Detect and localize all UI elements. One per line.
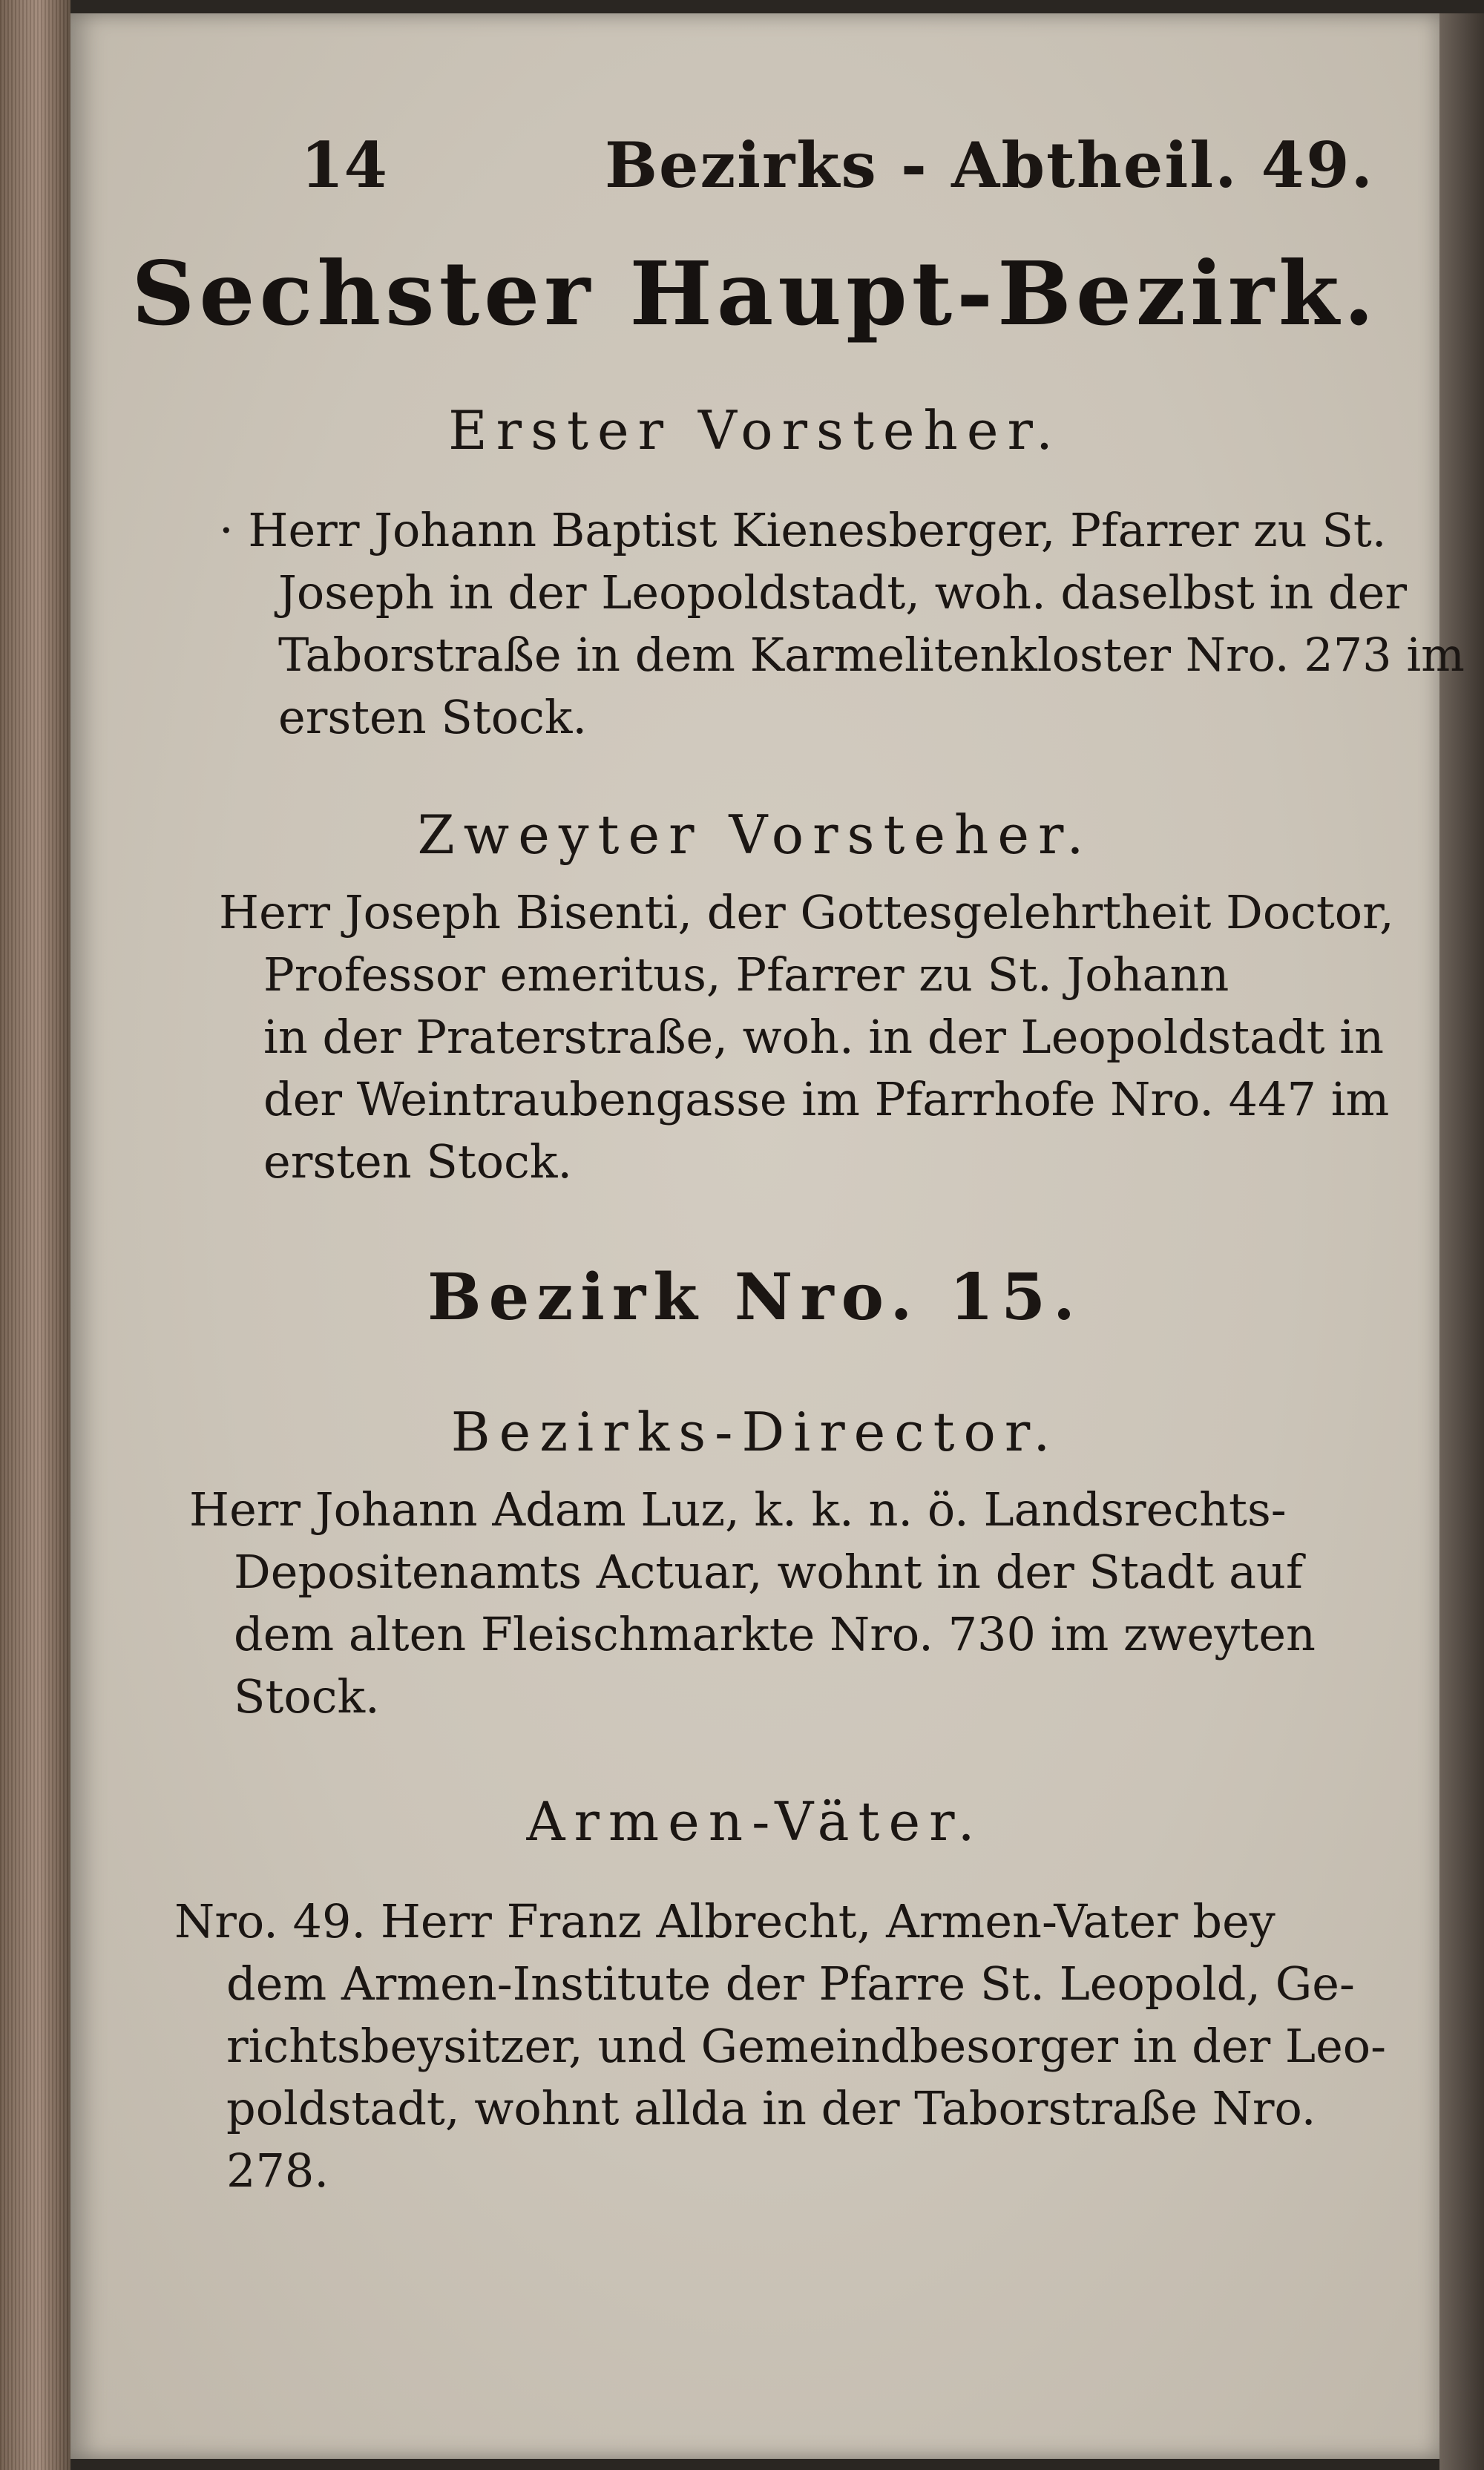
text-line: richtsbeysitzer, und Gemeindbesorger in der Leo- (226, 2019, 1387, 2073)
book-spine-edge (0, 0, 70, 2470)
first-warden-paragraph (219, 499, 1465, 749)
text-line: Herr Johann Adam Luz, k. k. n. ö. Landsrechts- (189, 1482, 1287, 1537)
text-line: · Herr Johann Baptist Kienesberger, Pfarrer zu St. (219, 503, 1387, 557)
section-heading-poor-fathers: Armen-Väter. (526, 1790, 984, 1853)
page-title: Sechster Haupt-Bezirk. (131, 242, 1379, 345)
text-line: Joseph in der Leopoldstadt, woh. daselbst in der (278, 565, 1407, 620)
text-line: der Weintraubengasse im Pfarrhofe Nro. 447 im (263, 1072, 1390, 1126)
text-line: in der Praterstraße, woh. in der Leopoldstadt in (263, 1010, 1385, 1064)
page-number: 14 (301, 128, 387, 202)
section-heading-director: Bezirks-Director. (450, 1401, 1060, 1463)
text-line: poldstadt, wohnt allda in der Taborstraße Nro. (226, 2081, 1316, 2135)
text-line: Depositenamts Actuar, wohnt in der Stadt auf (234, 1545, 1303, 1599)
book-page (70, 13, 1465, 2459)
text-line: Taborstraße in dem Karmelitenkloster Nro. 273 im (278, 628, 1465, 682)
page-right-edge (1439, 13, 1484, 2470)
section-heading-first-warden: Erster Vorsteher. (448, 399, 1062, 462)
district-heading: Bezirk Nro. 15. (427, 1260, 1083, 1335)
director-paragraph (189, 1479, 1316, 1728)
text-line: 278. (226, 2144, 329, 2198)
text-line: Professor emeritus, Pfarrer zu St. Johann (263, 947, 1229, 1002)
text-line: Herr Joseph Bisenti, der Gottesgelehrtheit Doctor, (219, 885, 1394, 939)
section-heading-second-warden: Zweyter Vorsteher. (417, 804, 1093, 866)
text-line: ersten Stock. (278, 690, 588, 744)
text-line: dem alten Fleischmarkte Nro. 730 im zweyten (234, 1607, 1316, 1661)
poor-fathers-paragraph (174, 1891, 1386, 2202)
running-head: Bezirks - Abtheil. 49. (605, 128, 1374, 202)
text-line: Nro. 49. Herr Franz Albrecht, Armen-Vater bey (174, 1894, 1275, 1948)
text-line: ersten Stock. (263, 1134, 573, 1189)
text-line: Stock. (234, 1669, 380, 1724)
second-warden-paragraph (219, 881, 1394, 1193)
text-line: dem Armen-Institute der Pfarre St. Leopold, Ge- (226, 1957, 1355, 2011)
